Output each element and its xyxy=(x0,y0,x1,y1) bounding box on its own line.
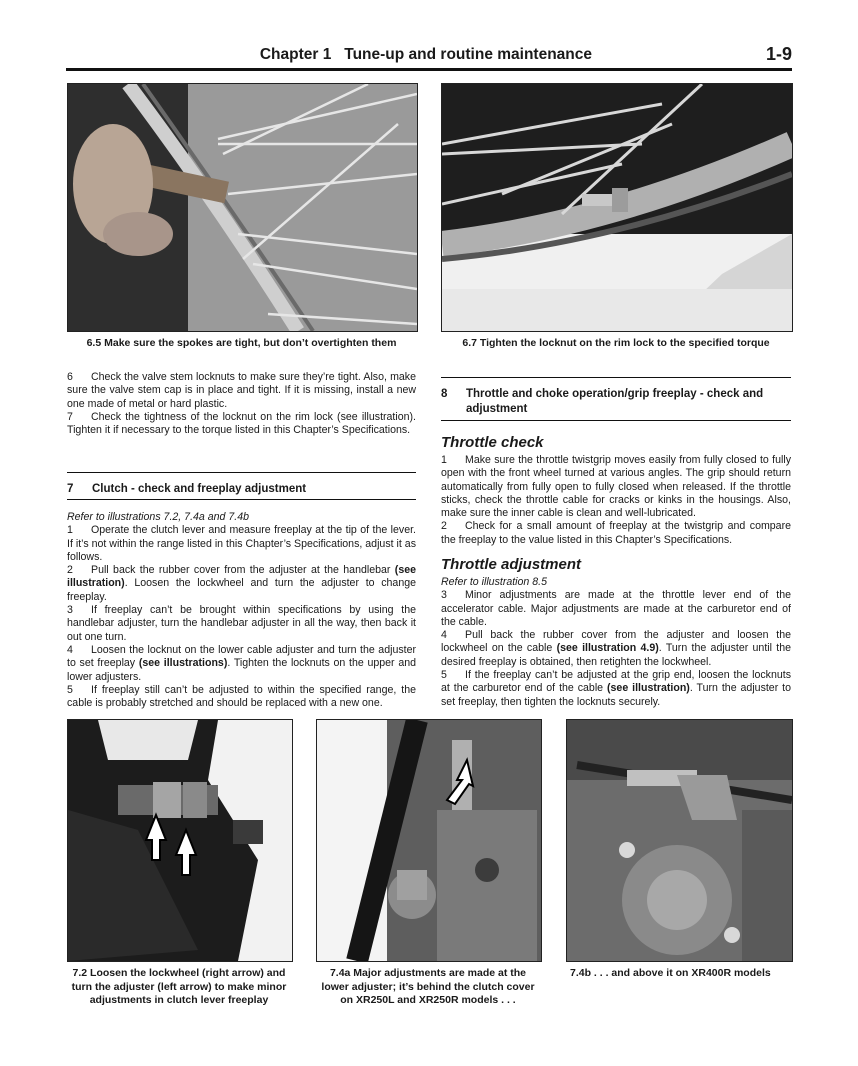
chapter-title: Chapter 1 Tune-up and routine maintenance xyxy=(259,46,592,63)
page-number: 1-9 xyxy=(765,44,792,64)
photo-rim-lock xyxy=(441,83,793,332)
left-column-intro xyxy=(67,371,416,437)
throttle-adj-5: 5 If the freeplay can’t be adjusted at the grip end, loosen the locknuts at the carburetor end of the cable (see illustration). Turn the adjuster to set freeplay, then tighten the locknuts securely. xyxy=(441,669,792,708)
clutch-refer-line: Refer to illustrations 7.2, 7.4a and 7.4b xyxy=(67,511,249,523)
throttle-adjustment-text xyxy=(441,576,791,709)
throttle-check-text xyxy=(441,454,791,547)
page-header xyxy=(66,44,792,70)
photo-clutch-lever-adjuster xyxy=(67,719,293,962)
caption-6-7: 6.7 Tighten the locknut on the rim lock to the specified torque xyxy=(462,337,770,349)
caption-7-4b: 7.4b . . . and above it on XR400R models xyxy=(570,967,771,979)
clutch-step-5: 5 If freeplay still can’t be adjusted to within the specified range, the cable is probably stretched and should be replaced with a new one. xyxy=(67,683,416,710)
throttle-check-heading: Throttle check xyxy=(441,434,544,451)
throttle-adjustment-heading: Throttle adjustment xyxy=(441,556,582,573)
paragraph-7: 7 Check the tightness of the locknut on the rim lock (see illustration). Tighten it if necessary to the torque listed in this Chapter’s Specifications. xyxy=(67,410,416,437)
section-8-heading: 8 Throttle and choke operation/grip freeplay - check and adjustment xyxy=(441,377,791,421)
paragraph-6: 6 Check the valve stem locknuts to make sure they’re tight. Also, make sure the valve stem cap is in place and tight. If it is missing, install a new one made of metal or hard plastic. xyxy=(67,371,416,410)
clutch-step-1: 1 Operate the clutch lever and measure freeplay at the tip of the lever. If it’s not within the range listed in this Chapter’s Specifications, adjust it as follows. xyxy=(67,524,416,563)
left-column-clutch xyxy=(67,511,416,710)
photo-adjuster-xr400r xyxy=(566,719,793,962)
caption-7-4a: 7.4a Major adjustments are made at the lower adjuster; it’s behind the clutch cover on XR250L and XR250R models . . . xyxy=(321,967,535,1006)
throttle-check-1: 1 Make sure the throttle twistgrip moves easily from fully closed to fully open with the front wheel turned at various angles. The grip should return automatically from fully open to fully closed when released. If the throttle sticks, check the throttle cable for cracks or kinks in the housings. Also, make sure the inner cable is clean and well-lubricated. xyxy=(441,454,791,520)
throttle-refer-line: Refer to illustration 8.5 xyxy=(441,576,547,588)
clutch-step-3: 3 If freeplay can’t be brought within specifications by using the handlebar adjuster, turn the handlebar adjuster in all the way, then back it out one turn. xyxy=(67,604,416,643)
section-7-heading: 7 Clutch - check and freeplay adjustment xyxy=(67,472,416,500)
photo-spoke-wrench xyxy=(67,83,418,332)
photo-lower-adjuster-xr250 xyxy=(316,719,542,962)
caption-6-5: 6.5 Make sure the spokes are tight, but don’t overtighten them xyxy=(86,337,397,349)
caption-7-2: 7.2 Loosen the lockwheel (right arrow) and turn the adjuster (left arrow) to make minor adjustments in clutch lever freeplay xyxy=(71,967,287,1006)
throttle-adj-4: 4 Pull back the rubber cover from the adjuster and loosen the lockwheel on the cable (see illustration 4.9). Turn the adjuster until the desired freeplay is obtained, then retighten the lockwheel. xyxy=(441,629,791,668)
clutch-step-2: 2 Pull back the rubber cover from the adjuster at the handlebar (see illustration). Loosen the lockwheel and turn the adjuster to change freeplay. xyxy=(67,564,416,603)
throttle-adj-3: 3 Minor adjustments are made at the throttle lever end of the accelerator cable. Major adjustments are made at the carburetor end of the cable. xyxy=(441,589,791,628)
header-rule xyxy=(66,68,792,71)
throttle-check-2: 2 Check for a small amount of freeplay at the twistgrip and compare the freeplay to the value listed in this Chapter’s Specifications. xyxy=(441,520,791,546)
clutch-step-4: 4 Loosen the locknut on the lower cable adjuster and turn the adjuster to set freeplay (see illustrations). Tighten the locknuts on the upper and lower adjusters. xyxy=(67,643,416,683)
